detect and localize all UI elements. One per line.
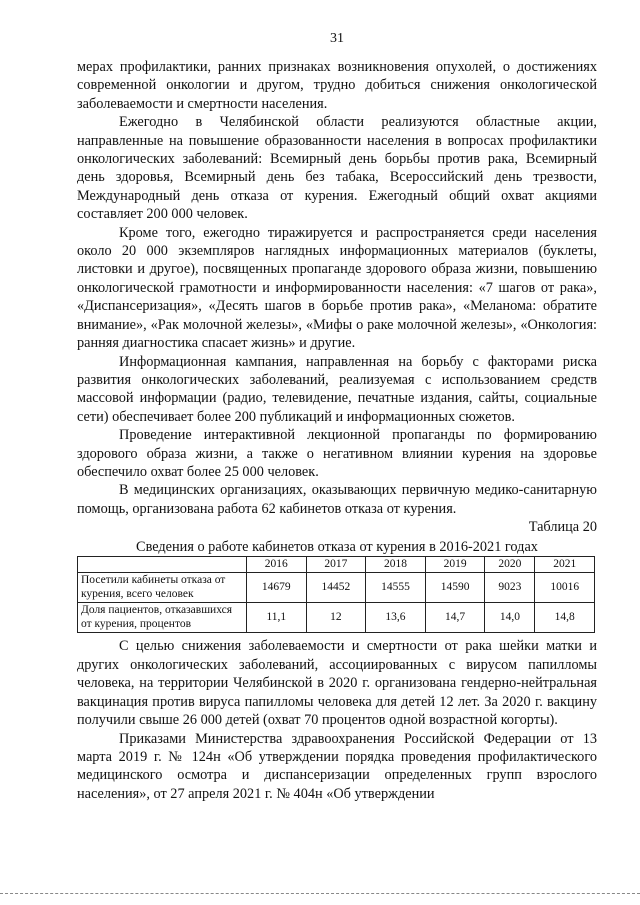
table-header-row: [78, 556, 595, 573]
table-header-year: 2020: [485, 556, 535, 573]
table-header-year: 2016: [247, 556, 307, 573]
page-bottom-divider: [0, 893, 640, 894]
table-header-year: 2019: [425, 556, 485, 573]
smoking-cessation-table: [77, 556, 595, 634]
paragraph-3: Кроме того, ежегодно тиражируется и распространяется среди населения около 20 000 экземпляров наглядных информационных материалов (буклеты, листовки и другое), посвященных пропаганде здорового образа жизни, повышению онкологической грамотности и информированности населения: «7 шагов от рака», «Диспансеризация», «Десять шагов в борьбе против рака», «Меланома: обратите внимание», «Рак молочной железы», «Мифы о раке молочной железы», «Онкология: ранняя диагностика спасает жизнь» и другие.: [77, 224, 597, 352]
table-row-label: Доля пациентов, отказавшихся от курения, процентов: [78, 603, 247, 633]
paragraph-5: Проведение интерактивной лекционной пропаганды по формированию здорового образа жизни, а также о негативном влиянии курения на здоровье обеспечило охват более 25 000 человек.: [77, 427, 597, 480]
table-cell: 14555: [366, 573, 426, 603]
paragraph-2: Ежегодно в Челябинской области реализуются областные акции, направленные на повышение образованности населения в вопросах профилактики онкологических заболеваний: Всемирный день борьбы против рака, Всемирный день здоровья, Всемирный день без табака, Всероссийский день трезвости, Международный день отказа от курения. Ежегодный общий охват акциями составляет 200 000 человек.: [77, 114, 597, 223]
table-cell: 14590: [425, 573, 485, 603]
table-cell: 13,6: [366, 603, 426, 633]
table-cell: 14,7: [425, 603, 485, 633]
paragraph-7: С целью снижения заболеваемости и смертности от рака шейки матки и других онкологических заболеваний, ассоциированных с вирусом папилломы человека, на территории Челябинской в 2020 г. организована гендерно-нейтральная вакцинация против вируса папилломы человека для детей 12 лет. За 2020 г. вакцину получили свыше 26 000 детей (охват 70 процентов одной возрастной когорты).: [77, 638, 597, 729]
table-title: Сведения о работе кабинетов отказа от курения в 2016-2021 годах: [136, 538, 538, 555]
table-cell: 10016: [535, 573, 595, 603]
document-page: [77, 30, 597, 803]
table-header-year: 2017: [306, 556, 366, 573]
table-header-empty: [78, 556, 247, 573]
paragraph-6: В медицинских организациях, оказывающих первичную медико-санитарную помощь, организована работа 62 кабинетов отказа от курения.: [77, 482, 597, 517]
table-row: [78, 573, 595, 603]
table-row-label: Посетили кабинеты отказа от курения, всего человек: [78, 573, 247, 603]
paragraph-1: мерах профилактики, ранних признаках возникновения опухолей, о достижениях современной онкологии и другом, трудно добиться снижения онкологической заболеваемости и смертности населения.: [77, 59, 597, 112]
table-header-year: 2021: [535, 556, 595, 573]
table-cell: 12: [306, 603, 366, 633]
table-cell: 9023: [485, 573, 535, 603]
table-cell: 11,1: [247, 603, 307, 633]
table-cell: 14679: [247, 573, 307, 603]
table-row: [78, 603, 595, 633]
table-cell: 14,8: [535, 603, 595, 633]
paragraph-8: Приказами Министерства здравоохранения Российской Федерации от 13 марта 2019 г. № 124н «Об утверждении порядка проведения профилактического медицинского осмотра и диспансеризации определенных групп взрослого населения», от 27 апреля 2021 г. № 404н «Об утверждении: [77, 730, 597, 802]
table-header-year: 2018: [366, 556, 426, 573]
table-cell: 14452: [306, 573, 366, 603]
page-number: 31: [330, 31, 344, 46]
table-label: Таблица 20: [528, 519, 597, 536]
table-cell: 14,0: [485, 603, 535, 633]
paragraph-4: Информационная кампания, направленная на борьбу с факторами риска развития онкологических заболеваний, реализуемая с использованием средств массовой информации (радио, телевидение, печатные издания, сайты, социальные сети) обеспечивает более 200 публикаций и информационных сюжетов.: [77, 353, 597, 425]
